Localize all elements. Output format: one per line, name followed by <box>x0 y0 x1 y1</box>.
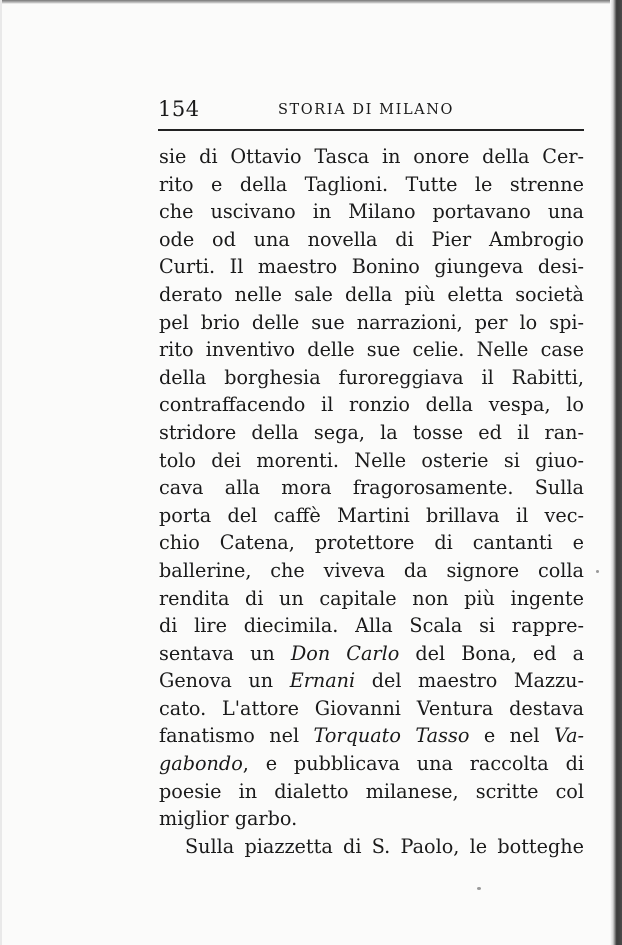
text-line: ballerine, che viveva da signore colla <box>159 558 584 582</box>
text-line: cava alla mora fragorosamente. Sulla <box>159 476 584 500</box>
text-line: pel brio delle sue narrazioni, per lo spi- <box>159 310 584 334</box>
text-line: derato nelle sale della più eletta società <box>159 282 584 306</box>
italic-title: Torquato Tasso <box>313 724 470 748</box>
text-line: rito inventivo delle sue celie. Nelle case <box>159 338 584 362</box>
running-title: STORIA DI MILANO <box>278 102 455 118</box>
italic-title: Don Carlo <box>290 641 400 665</box>
text-line: chio Catena, protettore di cantanti e <box>159 531 584 555</box>
text-line <box>159 750 584 778</box>
text-line: poesie in dialetto milanese, scritte col <box>159 779 584 803</box>
print-speck <box>596 570 599 573</box>
text-run: del Bona, ed a <box>399 641 585 665</box>
text-run: sentava un <box>159 641 291 665</box>
text-line: sie di Ottavio Tasca in onore della Cer- <box>159 145 584 168</box>
text-line <box>159 667 584 695</box>
page-right-edge-shadow <box>610 0 622 945</box>
page-left-edge <box>0 0 2 945</box>
italic-title: gabondo <box>159 752 243 776</box>
header-rule <box>158 129 584 131</box>
text-run: Genova un <box>159 669 290 693</box>
page-number: 154 <box>158 97 200 121</box>
text-line: di lire diecimila. Alla Scala si rappre- <box>159 614 584 638</box>
print-speck <box>477 887 481 890</box>
text-line: della borghesia furoreggiava il Rabitti, <box>159 365 584 389</box>
text-run: fanatismo nel <box>159 724 314 748</box>
page-top-edge <box>0 0 612 4</box>
text-line <box>159 640 584 668</box>
italic-title: Ernani <box>289 669 356 693</box>
text-line: ode od una novella di Pier Ambrogio <box>159 227 584 251</box>
text-line: rendita di un capitale non più ingente <box>159 586 584 610</box>
text-line: contraffacendo il ronzio della vespa, lo <box>159 393 584 417</box>
page-header <box>158 97 584 121</box>
text-line: porta del caffè Martini brillava il vec- <box>159 503 584 527</box>
text-run: , e pubblicava una raccolta di <box>242 752 584 776</box>
body-text <box>159 143 584 860</box>
text-line: che uscivano in Milano portavano una <box>159 200 584 224</box>
text-run: del maestro Mazzu- <box>355 669 584 693</box>
italic-title: Va- <box>553 724 584 748</box>
text-line: rito e della Taglioni. Tutte le strenne <box>159 172 584 196</box>
text-line <box>159 722 584 750</box>
text-line: Curti. Il maestro Bonino giungeva desi- <box>159 255 584 279</box>
text-line: stridore della sega, la tosse ed il ran- <box>159 420 584 444</box>
paragraph-first-line: Sulla piazzetta di S. Paolo, le botteghe <box>185 834 584 858</box>
text-line: cato. L'attore Giovanni Ventura destava <box>159 696 584 720</box>
text-line: miglior garbo. <box>159 807 298 831</box>
text-line: tolo dei morenti. Nelle osterie si giuo- <box>159 448 584 472</box>
text-run: e nel <box>469 724 554 748</box>
